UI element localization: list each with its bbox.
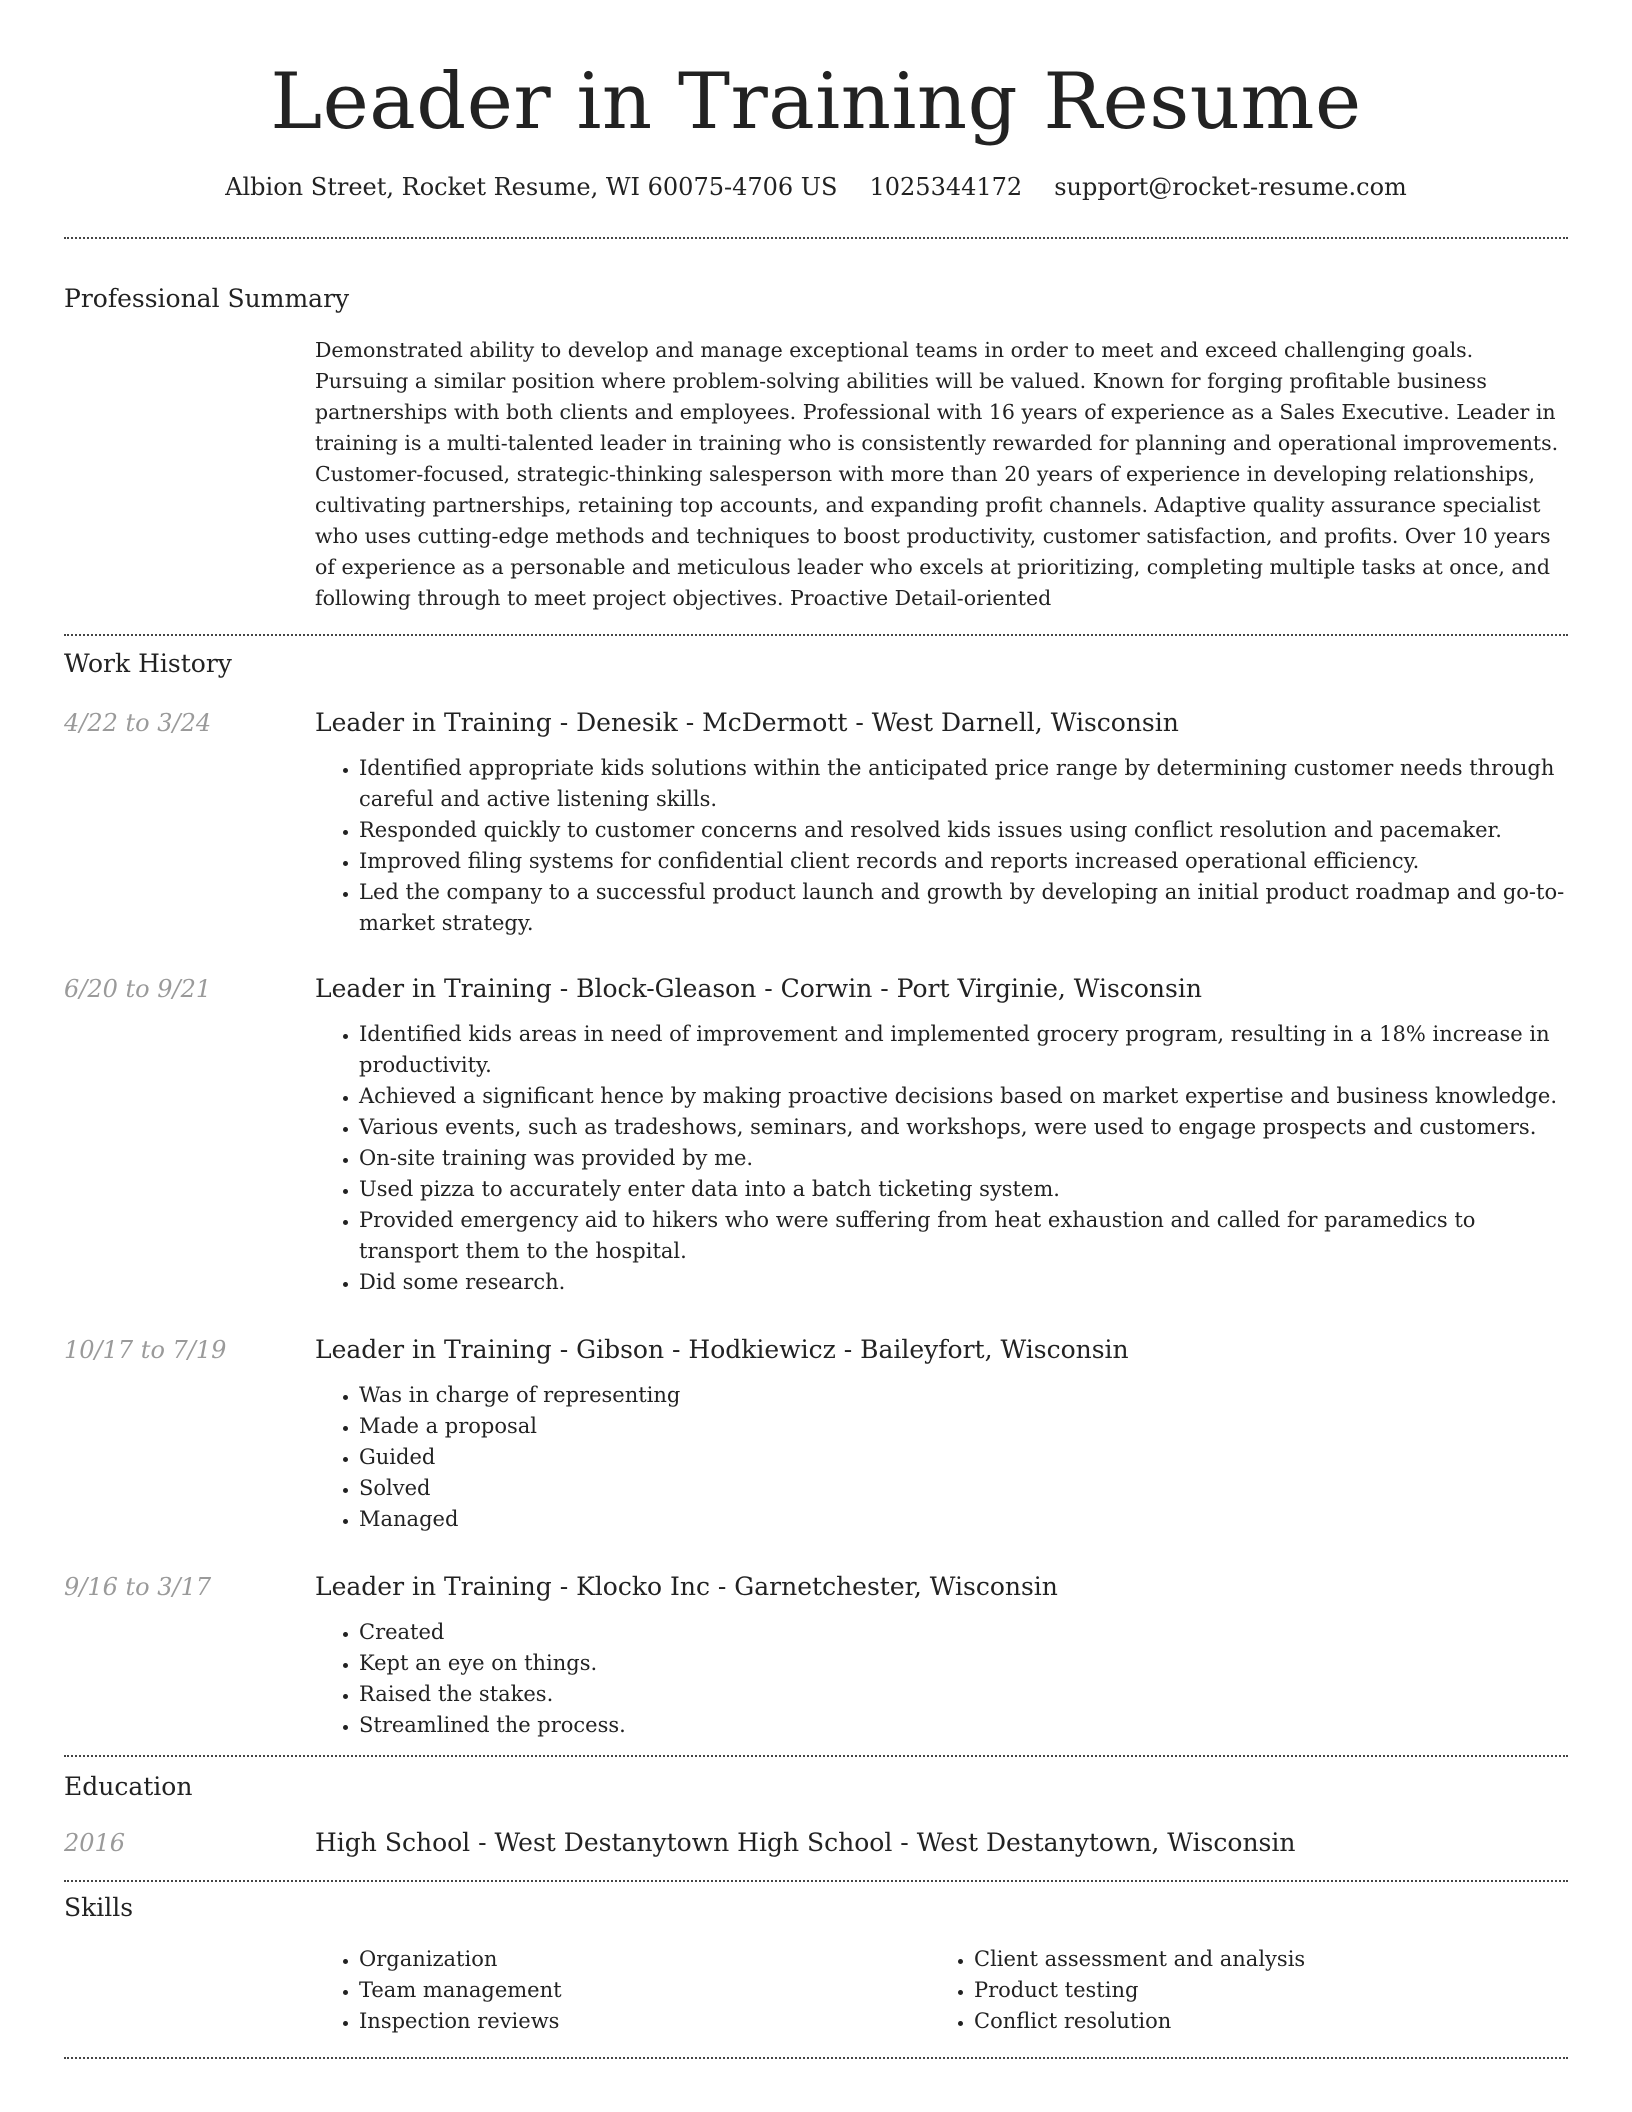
skills-column-right <box>930 1944 1544 2037</box>
resume-page <box>64 0 1568 2059</box>
section-divider <box>64 634 1568 636</box>
job-bullet: • Raised the stakes. <box>359 1679 1568 1710</box>
skill-item: • Inspection reviews <box>359 2006 930 2037</box>
job-bullet: • Kept an eye on things. <box>359 1648 1568 1679</box>
job-bullet: • Managed <box>359 1504 1568 1535</box>
skill-item: • Conflict resolution <box>974 2006 1544 2037</box>
job-bullet: • Streamlined the process. <box>359 1710 1568 1741</box>
contact-address: Albion Street, Rocket Resume, WI 60075-4706 US <box>225 173 838 201</box>
work-history-section-title: Work History <box>64 649 232 678</box>
summary-section-title: Professional Summary <box>64 284 350 313</box>
section-divider <box>64 2057 1568 2059</box>
job-bullets <box>315 1617 1568 1741</box>
job-dates: 6/20 to 9/21 <box>64 975 212 1003</box>
skill-item: • Product testing <box>974 1975 1544 2006</box>
job-bullet: • Did some research. <box>359 1267 1568 1298</box>
job-entry <box>64 707 1568 939</box>
job-bullet: • Various events, such as tradeshows, seminars, and workshops, were used to engage prospects and customers. <box>359 1112 1568 1143</box>
job-entry <box>64 1571 1568 1741</box>
job-bullet: • On-site training was provided by me. <box>359 1143 1568 1174</box>
job-bullets <box>315 1380 1568 1535</box>
job-bullet: • Was in charge of representing <box>359 1380 1568 1411</box>
job-heading: Leader in Training - Klocko Inc - Garnetchester, Wisconsin <box>315 1572 1058 1601</box>
contact-phone: 1025344172 <box>869 173 1023 201</box>
job-heading: Leader in Training - Block-Gleason - Corwin - Port Virginie, Wisconsin <box>315 974 1202 1003</box>
skills-list <box>315 1944 1568 2037</box>
job-entry <box>64 973 1568 1298</box>
job-bullets <box>315 1019 1568 1298</box>
job-entry <box>64 1334 1568 1535</box>
job-dates: 4/22 to 3/24 <box>64 709 212 737</box>
job-bullet: • Created <box>359 1617 1568 1648</box>
skills-column-left <box>315 1944 930 2037</box>
skill-item: • Client assessment and analysis <box>974 1944 1544 1975</box>
resume-title: Leader in Training Resume <box>270 57 1362 147</box>
job-bullets <box>315 753 1568 939</box>
job-bullet: • Solved <box>359 1473 1568 1504</box>
job-bullet: • Used pizza to accurately enter data into a batch ticketing system. <box>359 1174 1568 1205</box>
job-bullet: • Provided emergency aid to hikers who were suffering from heat exhaustion and called for paramedics to transport them to the hospital. <box>359 1205 1568 1267</box>
job-bullet: • Guided <box>359 1442 1568 1473</box>
job-bullet: • Achieved a significant hence by making proactive decisions based on market expertise and business knowledge. <box>359 1081 1568 1112</box>
skill-item: • Team management <box>359 1975 930 2006</box>
education-section-title: Education <box>64 1772 193 1801</box>
education-heading: High School - West Destanytown High School - West Destanytown, Wisconsin <box>315 1828 1296 1857</box>
job-bullet: • Identified appropriate kids solutions within the anticipated price range by determining customer needs through careful and active listening skills. <box>359 753 1568 815</box>
education-entry <box>64 1827 1568 1859</box>
job-heading: Leader in Training - Denesik - McDermott - West Darnell, Wisconsin <box>315 708 1179 737</box>
job-bullet: • Improved filing systems for confidential client records and reports increased operational efficiency. <box>359 846 1568 877</box>
skill-item: • Organization <box>359 1944 930 1975</box>
section-divider <box>64 237 1568 239</box>
skills-section-title: Skills <box>64 1893 134 1922</box>
job-bullet: • Responded quickly to customer concerns and resolved kids issues using conflict resolution and pacemaker. <box>359 815 1568 846</box>
job-heading: Leader in Training - Gibson - Hodkiewicz - Baileyfort, Wisconsin <box>315 1335 1129 1364</box>
contact-email: support@rocket-resume.com <box>1054 173 1407 201</box>
job-bullet: • Identified kids areas in need of improvement and implemented grocery program, resulting in a 18% increase in productivity. <box>359 1019 1568 1081</box>
summary-text: Demonstrated ability to develop and manage exceptional teams in order to meet and exceed challenging goals. Pursuing a similar position where problem-solving abilities will be valued. Known for forging profitable business partnerships with both clients and employees. Professional with 16 years of experience as a Sales Executive. Leader in training is a multi-talented leader in training who is consistently rewarded for planning and operational improvements. Customer-focused, strategic-thinking salesperson with more than 20 years of experience in developing relationships, cultivating partnerships, retaining top accounts, and expanding profit channels. Adaptive quality assurance specialist who uses cutting-edge methods and techniques to boost productivity, customer satisfaction, and profits. Over 10 years of experience as a personable and meticulous leader who excels at prioritizing, completing multiple tasks at once, and following through to meet project objectives. Proactive Detail-oriented <box>315 338 1559 610</box>
section-divider <box>64 1880 1568 1882</box>
job-bullet: • Led the company to a successful product launch and growth by developing an initial product roadmap and go-to-market strategy. <box>359 877 1568 939</box>
contact-line <box>64 171 1568 203</box>
section-divider <box>64 1755 1568 1757</box>
job-dates: 9/16 to 3/17 <box>64 1573 212 1601</box>
education-year: 2016 <box>64 1829 126 1857</box>
job-dates: 10/17 to 7/19 <box>64 1336 227 1364</box>
job-bullet: • Made a proposal <box>359 1411 1568 1442</box>
